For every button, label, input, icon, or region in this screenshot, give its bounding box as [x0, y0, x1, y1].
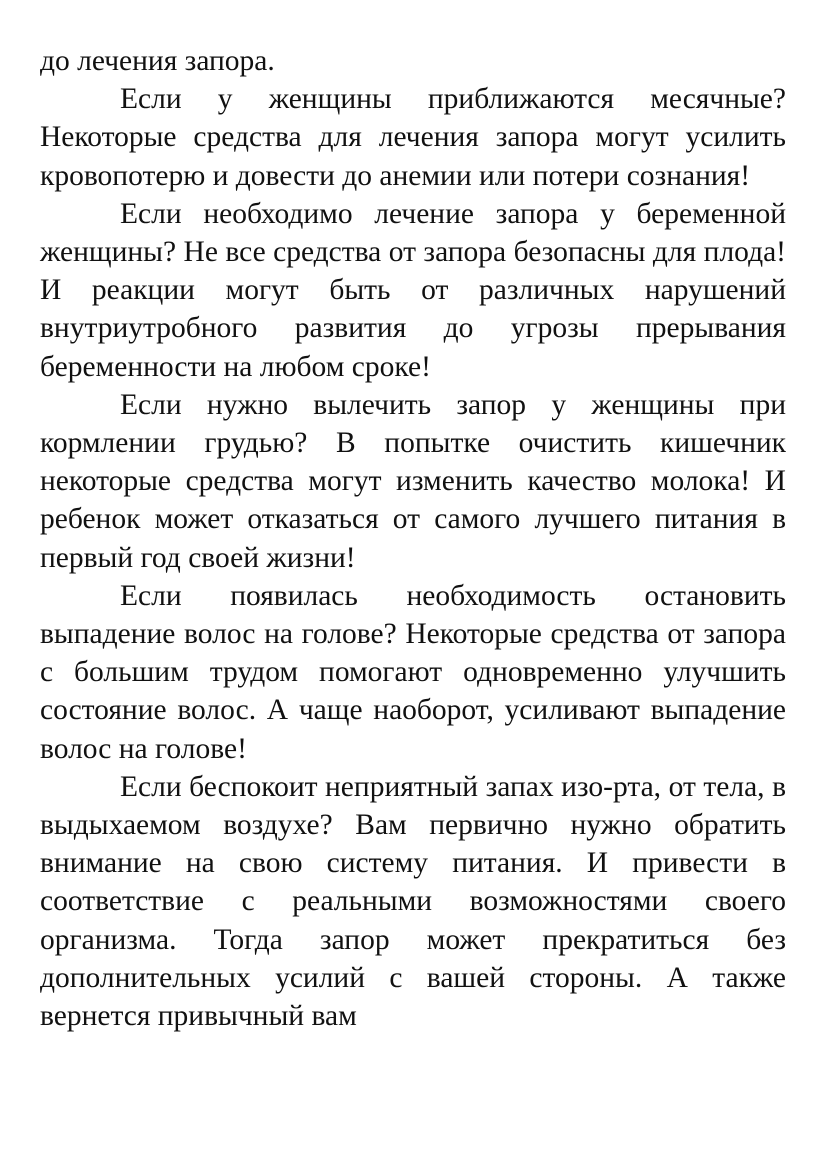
- paragraph-hair-loss: Если появилась необходимость остановить выпадение волос на голове? Некоторые средства от запора с большим трудом помогают одновременно улучшить состояние волос. А чаще наоборот, усиливают выпадение волос на голове!: [40, 579, 786, 765]
- paragraph-menstruation: Если у женщины приближаются месячные? Некоторые средства для лечения запора могут усилить кровопотерю и довести до анемии или потери сознания!: [40, 83, 786, 192]
- paragraph-pregnancy: Если необходимо лечение запора у беременной женщины? Не все средства от запора безопасны для плода! И реакции могут быть от различных нарушений внутриутробного развития до угрозы прерывания беременности на любом сроке!: [40, 197, 786, 383]
- document-page: [40, 42, 786, 1035]
- paragraph-breastfeeding: Если нужно вылечить запор у женщины при кормлении грудью? В попытке очистить кишечник некоторые средства могут изменить качество молока! И ребенок может отказаться от самого лучшего питания в первый год своей жизни!: [40, 388, 786, 574]
- paragraph-bad-breath: Если беспокоит неприятный запах изо-рта, от тела, в выдыхаемом воздухе? Вам первично нужно обратить внимание на свою систему питания. И привести в соответствие с реальными возможностями своего организма. Тогда запор может прекратиться без дополнительных усилий с вашей стороны. А также вернется привычный вам: [40, 770, 786, 1033]
- paragraph-continuation: до лечения запора.: [40, 45, 275, 77]
